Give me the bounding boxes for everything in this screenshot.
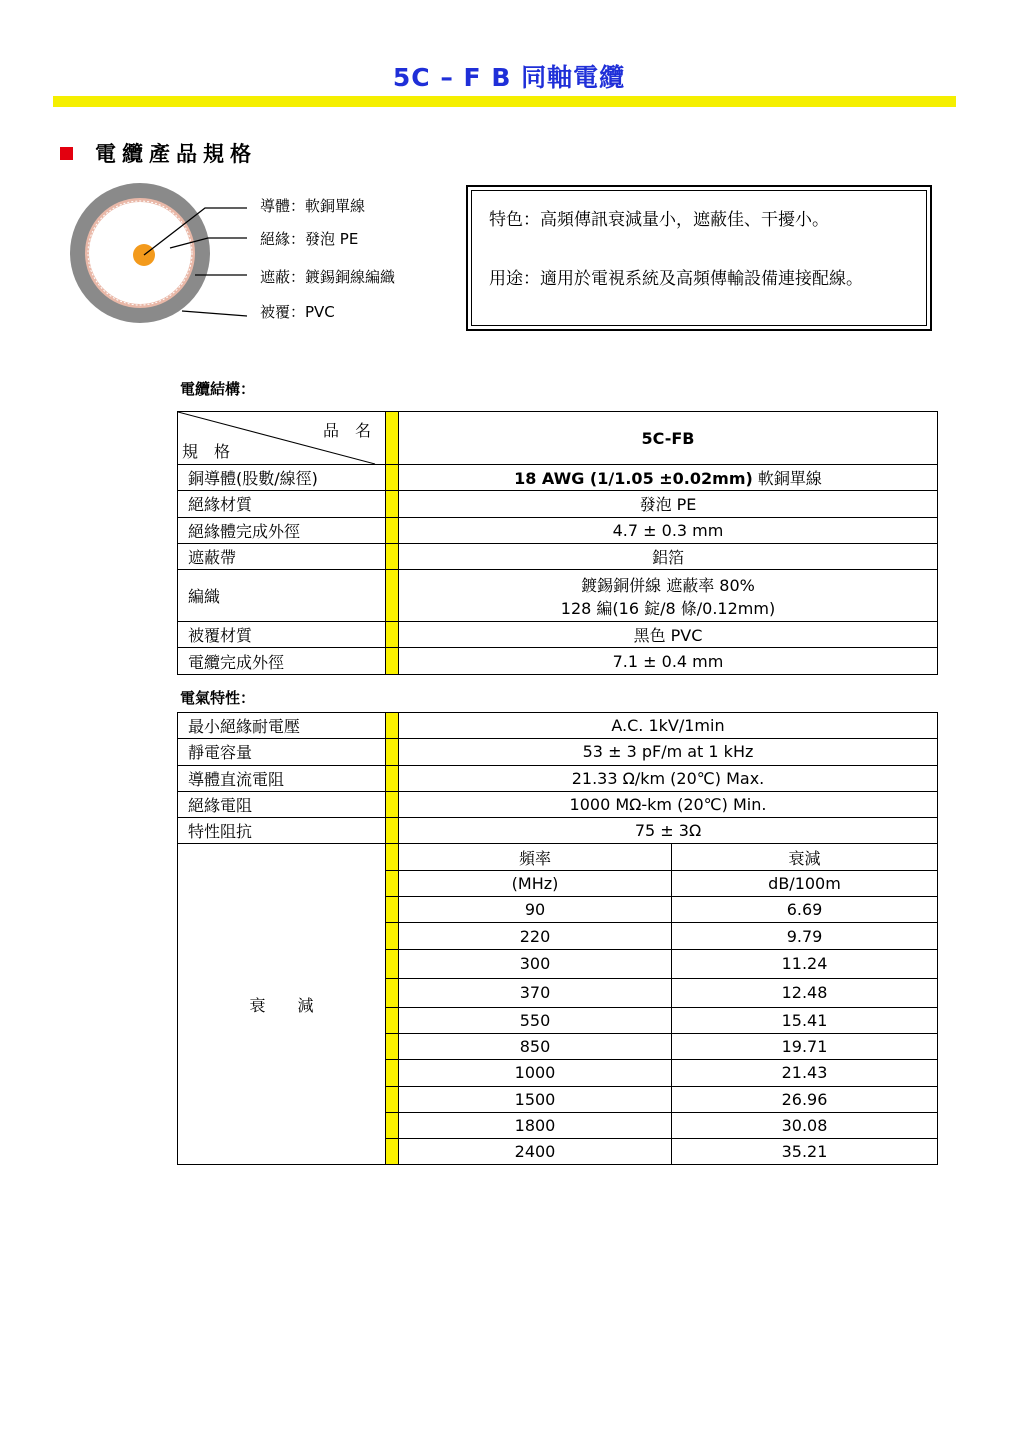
freq-cell: 1500 <box>399 1086 672 1112</box>
row-label: 絕緣材質 <box>178 491 386 517</box>
leader-line-jacket <box>182 311 247 316</box>
yellow-strip <box>386 713 399 739</box>
page-title: 5C – F B 同軸電纜 <box>392 63 626 92</box>
row-label: 導體直流電阻 <box>178 765 386 791</box>
structure-heading: 電纜結構： <box>180 380 256 398</box>
atten-cell: 35.21 <box>672 1139 938 1165</box>
atten-cell: 6.69 <box>672 897 938 923</box>
atten-unit: dB/100m <box>672 870 938 896</box>
yellow-strip <box>386 1086 399 1112</box>
yellow-strip <box>386 1060 399 1086</box>
freq-cell: 1000 <box>399 1060 672 1086</box>
yellow-strip <box>386 923 399 949</box>
yellow-strip <box>386 897 399 923</box>
atten-cell: 12.48 <box>672 978 938 1007</box>
features-box <box>466 185 932 331</box>
electrical-table <box>177 712 938 1165</box>
row-label: 特性阻抗 <box>178 818 386 844</box>
yellow-strip <box>386 570 399 622</box>
row-value: 鋁箔 <box>399 543 938 569</box>
section-heading <box>60 138 257 168</box>
row-value: 75 ± 3Ω <box>399 818 938 844</box>
atten-cell: 21.43 <box>672 1060 938 1086</box>
yellow-strip <box>386 1112 399 1138</box>
row-label: 銅導體(股數/線徑) <box>178 465 386 491</box>
row-label: 絕緣體完成外徑 <box>178 517 386 543</box>
row-label: 被覆材質 <box>178 622 386 648</box>
freq-header: 頻率 <box>399 844 672 870</box>
yellow-strip <box>386 765 399 791</box>
freq-cell: 300 <box>399 949 672 978</box>
freq-cell: 850 <box>399 1033 672 1059</box>
row-value: 1000 MΩ-km (20℃) Min. <box>399 791 938 817</box>
header-spec-label: 規 格 <box>182 442 231 461</box>
row-label: 最小絕緣耐電壓 <box>178 713 386 739</box>
atten-cell: 30.08 <box>672 1112 938 1138</box>
label-jacket: 被覆：PVC <box>260 303 335 321</box>
yellow-strip <box>386 1139 399 1165</box>
freq-cell: 220 <box>399 923 672 949</box>
square-bullet-icon <box>60 147 73 160</box>
yellow-strip <box>386 465 399 491</box>
row-value: 發泡 PE <box>399 491 938 517</box>
yellow-strip <box>386 412 399 465</box>
row-value: 21.33 Ω/km (20℃) Max. <box>399 765 938 791</box>
yellow-strip <box>386 791 399 817</box>
row-value: 黑色 PVC <box>399 622 938 648</box>
yellow-strip <box>386 1007 399 1033</box>
yellow-strip <box>386 844 399 870</box>
yellow-strip <box>386 870 399 896</box>
yellow-strip <box>386 622 399 648</box>
yellow-strip <box>386 949 399 978</box>
cable-cross-section-diagram <box>70 178 460 338</box>
label-insulation: 絕緣：發泡 PE <box>260 230 359 248</box>
row-label: 靜電容量 <box>178 739 386 765</box>
structure-table <box>177 411 938 675</box>
freq-unit: (MHz) <box>399 870 672 896</box>
label-shield: 遮蔽：鍍錫銅線編織 <box>260 268 396 286</box>
product-name-cell: 5C-FB <box>399 412 938 465</box>
row-value: 7.1 ± 0.4 mm <box>399 648 938 674</box>
row-value: 鍍錫銅併線 遮蔽率 80% 128 編(16 錠/8 條/0.12mm) <box>399 570 938 622</box>
atten-header: 衰減 <box>672 844 938 870</box>
row-label: 編織 <box>178 570 386 622</box>
yellow-strip <box>386 543 399 569</box>
section-heading-text: 電纜產品規格 <box>95 141 257 166</box>
freq-cell: 2400 <box>399 1139 672 1165</box>
yellow-strip <box>386 978 399 1007</box>
yellow-strip <box>386 648 399 674</box>
yellow-strip <box>386 818 399 844</box>
atten-cell: 26.96 <box>672 1086 938 1112</box>
electrical-heading: 電氣特性： <box>180 689 256 707</box>
row-label: 遮蔽帶 <box>178 543 386 569</box>
yellow-strip <box>386 491 399 517</box>
atten-cell: 15.41 <box>672 1007 938 1033</box>
header-product-label: 品 名 <box>322 421 371 440</box>
attenuation-label: 衰 減 <box>178 844 386 1165</box>
yellow-strip <box>386 739 399 765</box>
atten-cell: 9.79 <box>672 923 938 949</box>
row-label: 絕緣電阻 <box>178 791 386 817</box>
features-line: 特色：高頻傳訊衰減量小，遮蔽佳、干擾小。 <box>489 210 829 230</box>
row-value: 53 ± 3 pF/m at 1 kHz <box>399 739 938 765</box>
atten-cell: 19.71 <box>672 1033 938 1059</box>
row-label: 電纜完成外徑 <box>178 648 386 674</box>
row-value: 4.7 ± 0.3 mm <box>399 517 938 543</box>
freq-cell: 1800 <box>399 1112 672 1138</box>
header-diagonal-cell <box>178 412 386 465</box>
label-conductor: 導體：軟銅單線 <box>260 197 366 215</box>
freq-cell: 550 <box>399 1007 672 1033</box>
freq-cell: 370 <box>399 978 672 1007</box>
yellow-strip <box>386 517 399 543</box>
title-underline-bar <box>53 96 956 107</box>
atten-cell: 11.24 <box>672 949 938 978</box>
row-value: A.C. 1kV/1min <box>399 713 938 739</box>
freq-cell: 90 <box>399 897 672 923</box>
usage-line: 用途：適用於電視系統及高頻傳輸設備連接配線。 <box>489 269 863 289</box>
row-value: 18 AWG (1/1.05 ±0.02mm) 軟銅單線 <box>399 465 938 491</box>
yellow-strip <box>386 1033 399 1059</box>
